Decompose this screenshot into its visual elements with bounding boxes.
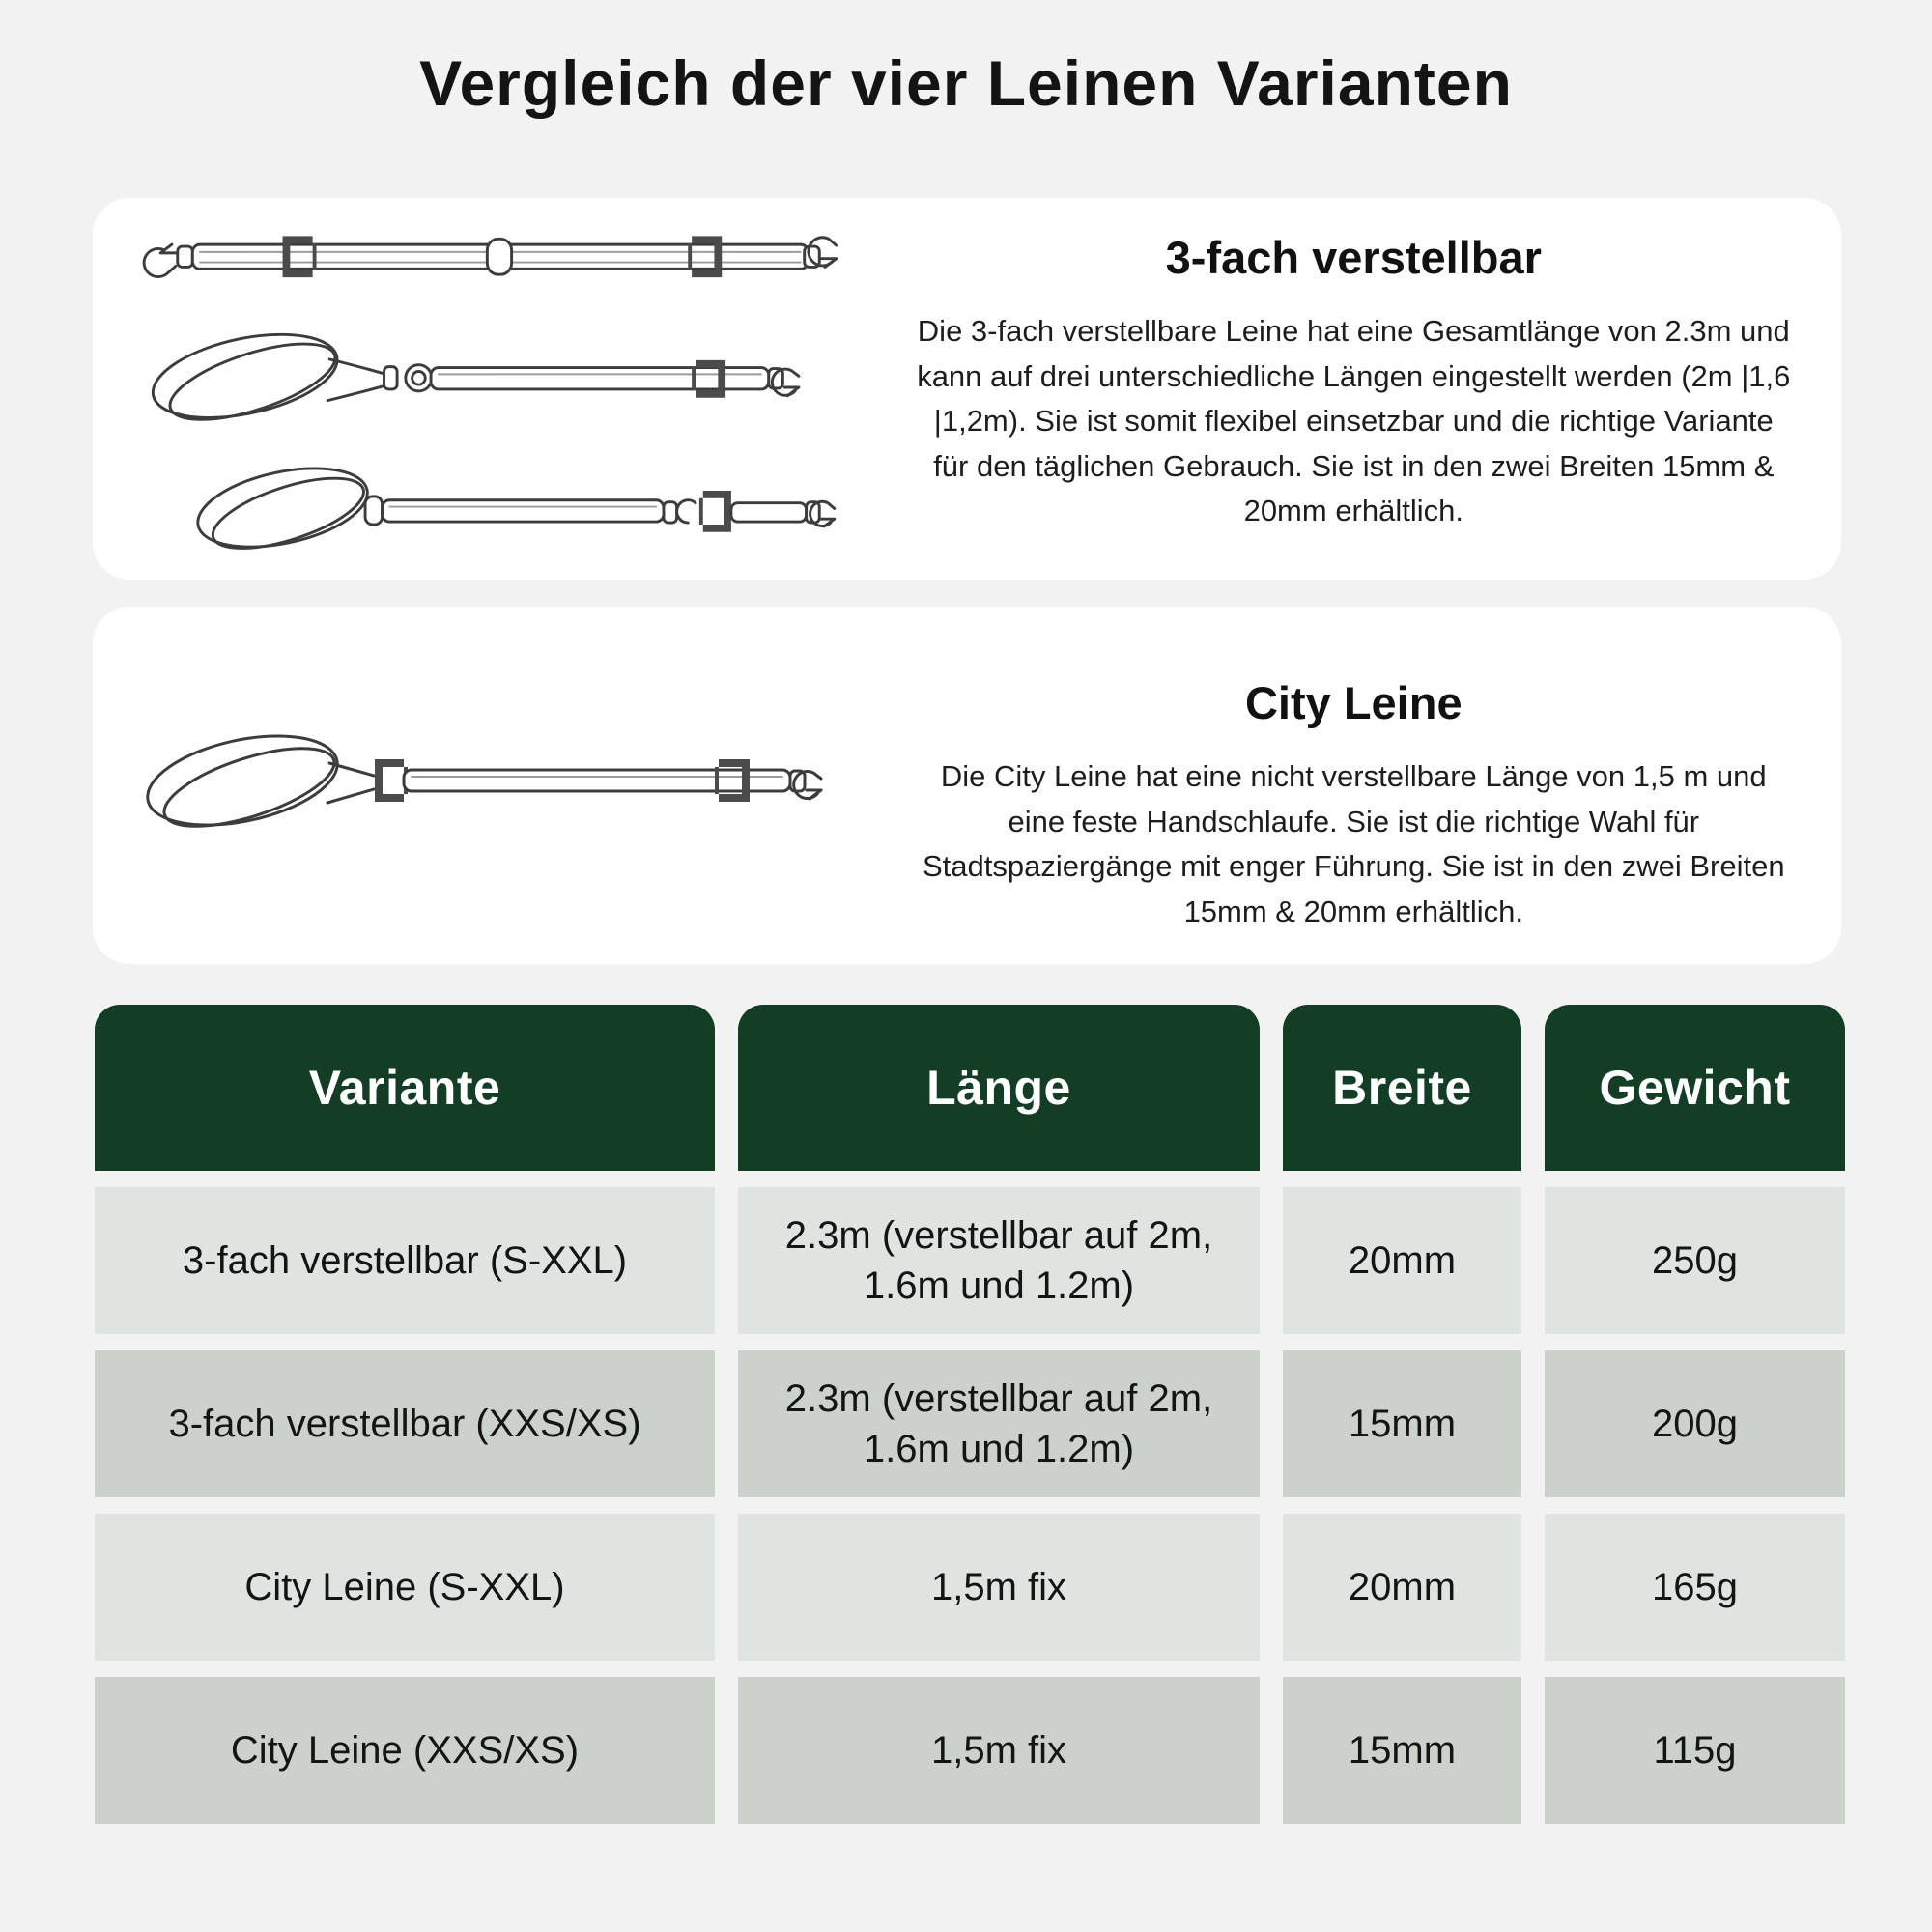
cell-breite: 20mm [1283, 1514, 1521, 1661]
card-heading-city: City Leine [1244, 677, 1463, 728]
table-row [95, 1514, 1845, 1661]
table-header-breite: Breite [1283, 1005, 1521, 1171]
table-row [95, 1187, 1845, 1334]
card-city-leash [93, 607, 1841, 964]
city-leash-illustration-wrap [93, 607, 897, 964]
city-leash-info [897, 607, 1841, 964]
cell-breite: 15mm [1283, 1677, 1521, 1824]
leash-short-illustration [122, 459, 875, 562]
city-leash-illustration [122, 713, 885, 858]
adjustable-leash-illustrations [93, 198, 897, 580]
leash-handle-illustration [122, 322, 875, 435]
table-header-variante: Variante [95, 1005, 715, 1171]
cell-variante: 3-fach verstellbar (S-XXL) [95, 1187, 715, 1334]
card-description-city: Die City Leine hat eine nicht verstellbare Länge von 1,5 m und eine feste Handschlaufe. Sie ist die richtige Wahl für Stadtspaziergänge mit enger Führung. Sie ist in den zwei Breiten 15mm & 20mm erhältlich. [922, 759, 1785, 928]
cell-laenge: 1,5m fix [738, 1514, 1260, 1661]
comparison-table [95, 1005, 1845, 1824]
cell-breite: 15mm [1283, 1350, 1521, 1497]
cell-laenge: 2.3m (verstellbar auf 2m, 1.6m und 1.2m) [738, 1187, 1260, 1334]
cell-variante: 3-fach verstellbar (XXS/XS) [95, 1350, 715, 1497]
adjustable-leash-info [897, 198, 1841, 580]
table-row [95, 1677, 1845, 1824]
card-description-adjustable: Die 3-fach verstellbare Leine hat eine Gesamtlänge von 2.3m und kann auf drei unterschiedliche Längen eingestellt werden (2m |1,6 |1,2m). Sie ist somit flexibel einsetzbar und die richtige Variante für den täglichen Gebrauch. Sie ist in den zwei Breiten 15mm & 20mm erhältlich. [917, 314, 1791, 527]
cell-variante: City Leine (S-XXL) [95, 1514, 715, 1661]
table-row [95, 1350, 1845, 1497]
cell-laenge: 1,5m fix [738, 1677, 1260, 1824]
table-header-laenge: Länge [738, 1005, 1260, 1171]
cell-gewicht: 115g [1545, 1677, 1845, 1824]
table-header-row [95, 1005, 1845, 1171]
cell-laenge: 2.3m (verstellbar auf 2m, 1.6m und 1.2m) [738, 1350, 1260, 1497]
cell-gewicht: 200g [1545, 1350, 1845, 1497]
cell-gewicht: 250g [1545, 1187, 1845, 1334]
page-title: Vergleich der vier Leinen Varianten [419, 47, 1513, 119]
cell-variante: City Leine (XXS/XS) [95, 1677, 715, 1824]
card-adjustable-leash [93, 198, 1841, 580]
cell-gewicht: 165g [1545, 1514, 1845, 1661]
cell-breite: 20mm [1283, 1187, 1521, 1334]
leash-straight-illustration [122, 215, 875, 297]
card-heading-adjustable: 3-fach verstellbar [1165, 232, 1542, 283]
table-header-gewicht: Gewicht [1545, 1005, 1845, 1171]
